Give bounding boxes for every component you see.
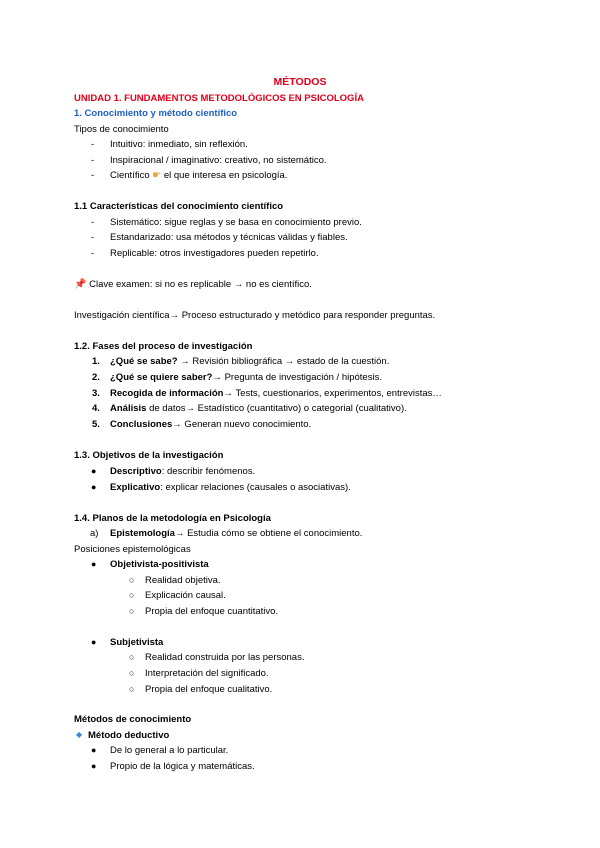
dash-bullet: - [91,170,95,181]
list-item: Replicable: otros investigadores pueden repetirlo. [110,248,319,259]
item-bold: Recogida de información [110,388,224,399]
sub-list-item: Propia del enfoque cualitativo. [145,684,273,695]
sub-list-item: Propia del enfoque cuantitativo. [145,606,279,617]
dash-bullet: - [91,155,95,166]
item-bold: Epistemología [110,528,175,539]
list-item: Inspiracional / imaginativo: creativo, no sistemático. [110,155,327,166]
item-rest: → Pregunta de investigación / hipótesis. [212,372,382,383]
numbered-item [110,372,382,384]
list-letter: a) [90,528,99,539]
numbered-item [110,403,407,415]
sub-list-item: Realidad objetiva. [145,575,221,586]
list-item [110,170,287,182]
numbered-item [110,419,311,431]
exam-key-text: Clave examen: si no es replicable → no es científico. [89,279,312,290]
item-rest: de datos→ Estadístico (cuantitativo) o categorial (cualitativo). [146,403,407,414]
sub-list-item: Interpretación del significado. [145,668,269,679]
list-item-text: Científico [110,170,150,181]
exam-key-note [74,279,312,291]
bullet-dot: ● [91,745,97,755]
pointing-hand-icon: ☛ [152,170,162,181]
item-rest: → Estudia cómo se obtiene el conocimiento. [174,528,363,539]
section-heading: 1.4. Planos de la metodología en Psicología [74,513,271,524]
posiciones-label: Posiciones epistemológicas [74,544,191,555]
item-bold: Conclusiones [110,419,173,430]
dash-bullet: - [91,248,95,259]
list-item: Método deductivo [88,730,170,741]
section-heading: 1.1 Características del conocimiento científico [74,201,284,212]
sub-list-item: Explicación causal. [145,590,226,601]
tipos-label: Tipos de conocimiento [74,124,169,135]
list-number: 4. [92,403,100,414]
item-rest: : describir fenómenos. [161,466,256,477]
item-bold: ¿Qué se sabe? [110,356,178,367]
list-item: Subjetivista [110,637,164,648]
section-heading: Métodos de conocimiento [74,714,192,725]
unit-heading: UNIDAD 1. FUNDAMENTOS METODOLÓGICOS EN PSICOLOGÍA [74,93,364,104]
list-item-text: el que interesa en psicología. [163,170,288,181]
item-rest: → Generan nuevo conocimiento. [172,419,312,430]
paragraph: Investigación científica→ Proceso estructurado y metódico para responder preguntas. [74,310,436,321]
bullet-circle: ○ [129,668,135,678]
list-number: 1. [92,356,100,367]
list-item: Intuitivo: inmediato, sin reflexión. [110,139,248,150]
bullet-dot: ● [91,637,97,647]
bullet-circle: ○ [129,684,135,694]
list-number: 5. [92,419,100,430]
bullet-dot: ● [91,466,97,476]
pushpin-icon: 📌 [74,279,87,290]
item-bold: ¿Qué se quiere saber? [110,372,213,383]
page-title: MÉTODOS [273,76,327,88]
section-heading: 1.3. Objetivos de la investigación [74,450,224,461]
list-item [110,482,351,494]
section-heading: 1. Conocimiento y método científico [74,108,238,119]
list-item [110,528,362,540]
list-item: Estandarizado: usa métodos y técnicas válidas y fiables. [110,232,348,243]
numbered-item [110,356,389,368]
list-item [110,466,255,478]
item-rest: → Revisión bibliográfica → estado de la cuestión. [177,356,390,367]
bullet-dot: ● [91,482,97,492]
bullet-circle: ○ [129,575,135,585]
item-rest: : explicar relaciones (causales o asociativas). [160,482,351,493]
list-number: 2. [92,372,100,383]
dash-bullet: - [91,232,95,243]
item-bold: Descriptivo [110,466,162,477]
dash-bullet: - [91,139,95,150]
diamond-bullet-icon: ◆ [76,730,83,739]
numbered-item [110,388,442,400]
sub-list-item: Realidad construida por las personas. [145,652,305,663]
bullet-dot: ● [91,761,97,771]
list-item: Sistemático: sigue reglas y se basa en conocimiento previo. [110,217,362,228]
list-item: De lo general a lo particular. [110,745,229,756]
item-rest: → Tests, cuestionarios, experimentos, entrevistas… [223,388,442,399]
list-item: Objetivista-positivista [110,559,209,570]
list-item: Propio de la lógica y matemáticas. [110,761,255,772]
dash-bullet: - [91,217,95,228]
bullet-dot: ● [91,559,97,569]
item-bold: Explicativo [110,482,161,493]
section-heading: 1.2. Fases del proceso de investigación [74,341,253,352]
bullet-circle: ○ [129,606,135,616]
list-number: 3. [92,388,100,399]
bullet-circle: ○ [129,590,135,600]
bullet-circle: ○ [129,652,135,662]
item-bold: Análisis [110,403,147,414]
